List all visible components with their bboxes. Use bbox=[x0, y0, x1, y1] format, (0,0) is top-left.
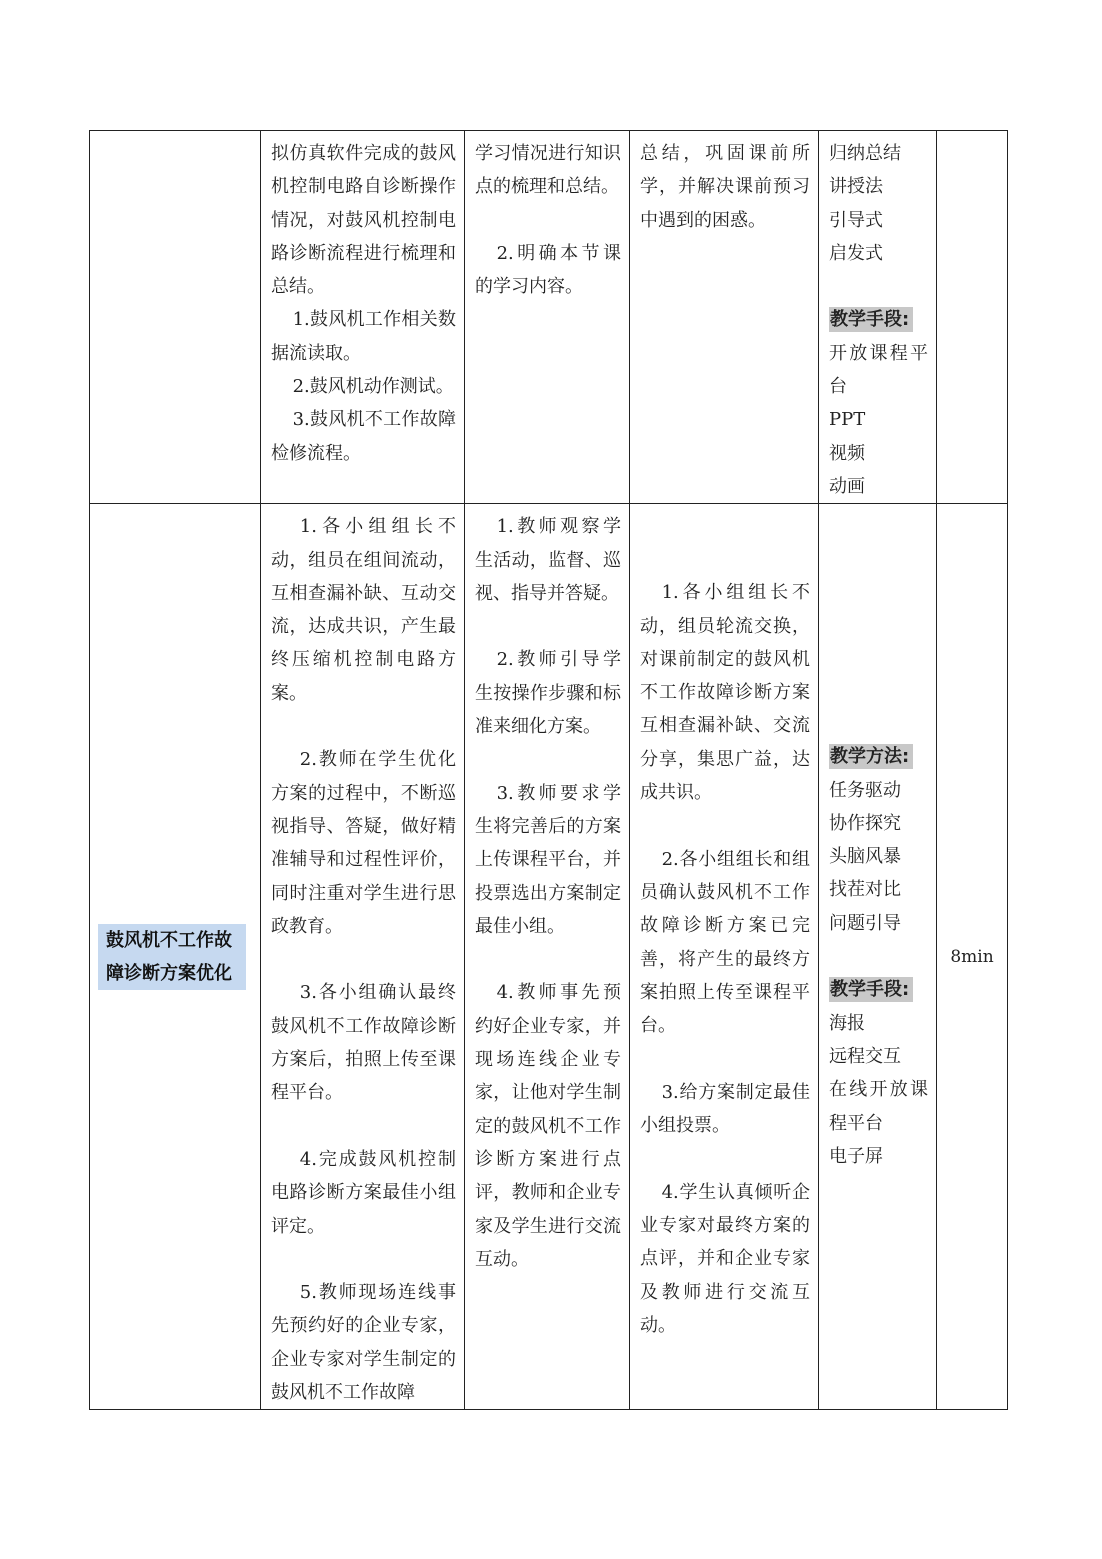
paragraph: 1.各小组组长不动，组员轮流交换，对课前制定的鼓风机不工作故障诊断方案互相查漏补缺、交流分享，集思广益，达成共识。 bbox=[640, 582, 810, 804]
method-item: 任务驱动 bbox=[829, 779, 901, 801]
means-item: PPT bbox=[829, 409, 866, 431]
paragraph: 学习情况进行知识点的梳理和总结。 bbox=[475, 143, 621, 198]
means-label: 教学手段: bbox=[829, 307, 913, 332]
paragraph: 4.完成鼓风机控制电路诊断方案最佳小组评定。 bbox=[271, 1148, 456, 1237]
paragraph: 2.教师在学生优化方案的过程中，不断巡视指导、答疑，做好精准辅导和过程性评价，同时注重对学生进行思政教育。 bbox=[271, 749, 456, 937]
table-row bbox=[90, 504, 1008, 1410]
teacher-activity-cell bbox=[465, 131, 630, 504]
table-row bbox=[90, 131, 1008, 504]
paragraph: 1.鼓风机工作相关数据流读取。 bbox=[271, 309, 456, 364]
paragraph: 3.鼓风机不工作故障检修流程。 bbox=[271, 409, 456, 464]
paragraph: 3.给方案制定最佳小组投票。 bbox=[640, 1081, 810, 1137]
paragraph: 1.教师观察学生活动，监督、巡视、指导并答疑。 bbox=[475, 516, 621, 604]
paragraph: 拟仿真软件完成的鼓风机控制电路自诊断操作情况，对鼓风机控制电路诊断流程进行梳理和总结。 bbox=[271, 143, 456, 298]
means-item: 远程交互 bbox=[829, 1045, 901, 1067]
methods-means-cell bbox=[819, 131, 937, 504]
method-item: 讲授法 bbox=[829, 176, 883, 198]
means-label: 教学手段: bbox=[829, 977, 913, 1002]
methods-means-cell bbox=[819, 504, 937, 1410]
design-intent-cell bbox=[630, 131, 819, 504]
stage-title: 鼓风机不工作故障诊断方案优化 bbox=[98, 924, 246, 990]
stage-cell-empty bbox=[90, 131, 261, 504]
means-item: 海报 bbox=[829, 1012, 865, 1034]
teacher-activity-cell bbox=[465, 504, 630, 1410]
lesson-plan-table bbox=[89, 130, 1008, 1410]
method-item: 启发式 bbox=[829, 242, 883, 264]
paragraph: 2.鼓风机动作测试。 bbox=[292, 376, 454, 398]
paragraph: 3.各小组确认最终鼓风机不工作故障诊断方案后，拍照上传至课程平台。 bbox=[271, 982, 456, 1104]
paragraph: 总结，巩固课前所学，并解决课前预习中遇到的困惑。 bbox=[640, 143, 810, 231]
design-intent-cell bbox=[630, 504, 819, 1410]
paragraph: 3.教师要求学生将完善后的方案上传课程平台，并投票选出方案制定最佳小组。 bbox=[475, 782, 621, 937]
method-item: 协作探究 bbox=[829, 812, 901, 834]
means-item: 动画 bbox=[829, 475, 865, 497]
paragraph: 1.各小组组长不动，组员在组间流动，互相查漏补缺、互动交流，达成共识，产生最终压缩机控制电路方案。 bbox=[271, 516, 456, 704]
means-item: 在线开放课程平台 bbox=[829, 1079, 928, 1134]
paragraph: 2.各小组组长和组员确认鼓风机不工作故障诊断方案已完善，将产生的最终方案拍照上传至课程平台。 bbox=[640, 848, 810, 1037]
method-item: 问题引导 bbox=[829, 912, 901, 934]
method-item: 找茬对比 bbox=[829, 879, 901, 901]
student-activity-cell bbox=[261, 504, 465, 1410]
means-item: 电子屏 bbox=[829, 1145, 883, 1167]
method-item: 头脑风暴 bbox=[829, 846, 901, 868]
duration-value: 8min bbox=[950, 946, 994, 967]
paragraph: 2.明确本节课的学习内容。 bbox=[475, 242, 621, 298]
method-item: 归纳总结 bbox=[829, 143, 901, 164]
method-item: 引导式 bbox=[829, 209, 883, 231]
means-item: 视频 bbox=[829, 442, 865, 464]
methods-label: 教学方法: bbox=[829, 744, 913, 769]
paragraph: 4.学生认真倾听企业专家对最终方案的点评，并和企业专家及教师进行交流互动。 bbox=[640, 1181, 810, 1336]
stage-cell bbox=[90, 504, 261, 1410]
means-item: 开放课程平台 bbox=[829, 342, 928, 398]
paragraph: 4.教师事先预约好企业专家，并现场连线企业专家，让他对学生制定的鼓风机不工作诊断方案进行点评，教师和企业专家及学生进行交流互动。 bbox=[475, 982, 621, 1270]
paragraph: 2.教师引导学生按操作步骤和标准来细化方案。 bbox=[475, 649, 621, 738]
paragraph: 5.教师现场连线事先预约好的企业专家，企业专家对学生制定的鼓风机不工作故障 bbox=[271, 1282, 456, 1403]
student-activity-cell bbox=[261, 131, 465, 504]
time-cell-empty bbox=[937, 131, 1008, 504]
time-cell bbox=[937, 504, 1008, 1410]
